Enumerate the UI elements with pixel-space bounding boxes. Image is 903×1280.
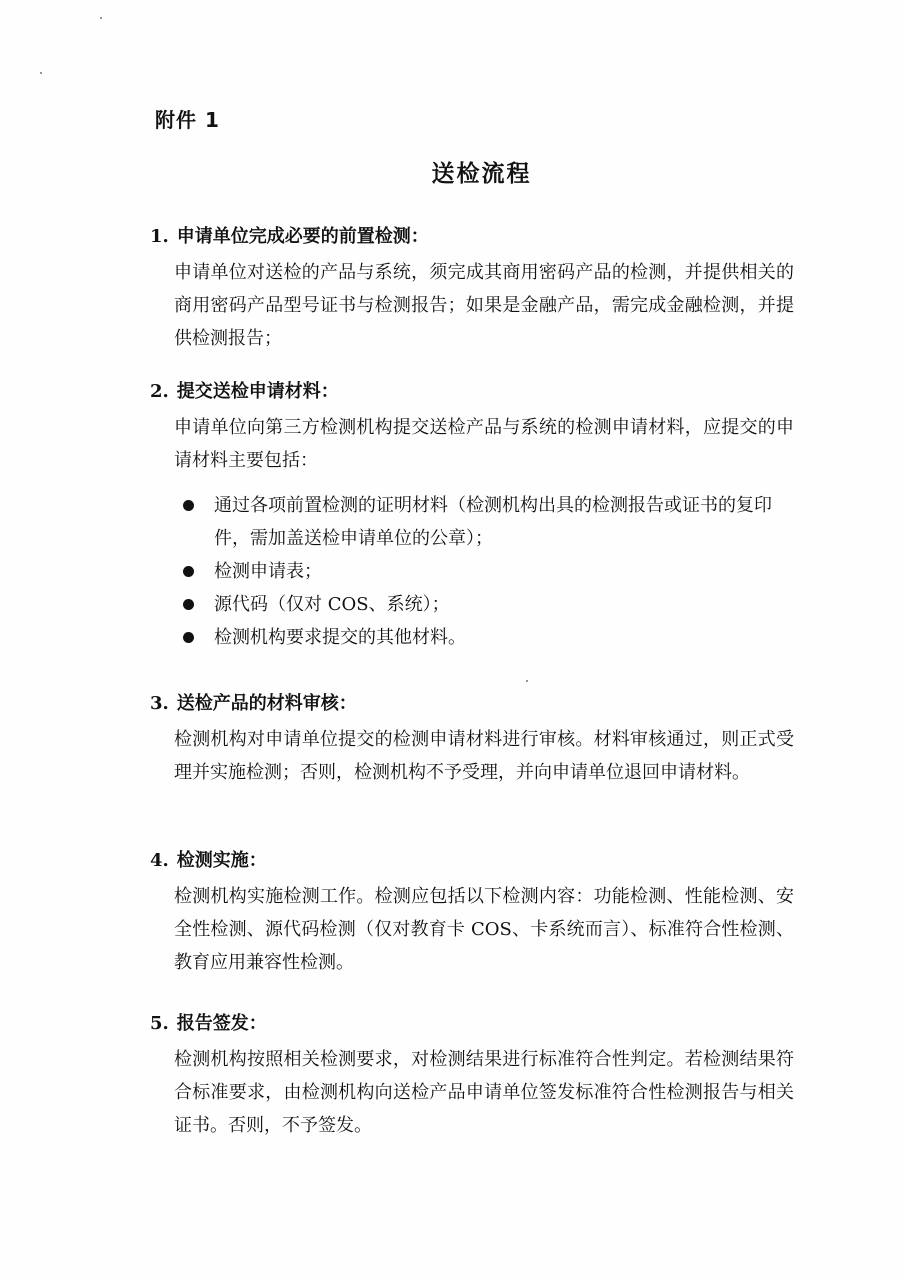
section-heading-text: 报告签发： [176, 1013, 267, 1034]
section-4-paragraph: 检测机构实施检测工作。检测应包括以下检测内容：功能检测、性能检测、安全性检测、源代码检测（仅对教育卡 COS、卡系统而言）、标准符合性检测、教育应用兼容性检测。 [174, 886, 794, 973]
scan-speck [526, 680, 528, 682]
section-3-heading [150, 689, 357, 715]
bullet-dot-icon [183, 599, 194, 610]
list-item: 源代码（仅对 COS、系统）； [178, 588, 798, 621]
section-2-paragraph: 申请单位向第三方检测机构提交送检产品与系统的检测申请材料，应提交的申请材料主要包括： [174, 417, 794, 471]
section-number: 4. [150, 850, 169, 871]
requirements-list [178, 489, 798, 654]
section-number: 3. [150, 693, 169, 714]
bullet-dot-icon [183, 500, 194, 511]
section-2-heading [150, 377, 339, 403]
list-item: 检测机构要求提交的其他材料。 [178, 621, 798, 654]
section-heading-text: 申请单位完成必要的前置检测： [176, 226, 429, 247]
section-5-heading [150, 1009, 267, 1035]
document-title: 送检流程 [431, 161, 532, 187]
section-5-paragraph: 检测机构按照相关检测要求，对检测结果进行标准符合性判定。若检测结果符合标准要求，由检测机构向送检产品申请单位签发标准符合性检测报告与相关证书。否则，不予签发。 [174, 1049, 794, 1136]
section-number: 1. [150, 226, 169, 247]
section-1-paragraph: 申请单位对送检的产品与系统，须完成其商用密码产品的检测，并提供相关的商用密码产品型号证书与检测报告；如果是金融产品，需完成金融检测，并提供检测报告； [174, 262, 794, 349]
scan-speck [40, 72, 42, 74]
bullet-dot-icon [183, 566, 194, 577]
section-number: 2. [150, 381, 169, 402]
section-heading-text: 检测实施： [176, 850, 267, 871]
section-4-heading [150, 846, 267, 872]
list-item: 检测申请表； [178, 555, 798, 588]
attachment-label: 附件 1 [155, 108, 220, 132]
section-3-paragraph: 检测机构对申请单位提交的检测申请材料进行审核。材料审核通过，则正式受理并实施检测；否则，检测机构不予受理，并向申请单位退回申请材料。 [174, 729, 794, 783]
section-1-heading [150, 222, 429, 248]
bullet-dot-icon [183, 632, 194, 643]
section-number: 5. [150, 1013, 169, 1034]
section-heading-text: 送检产品的材料审核： [176, 693, 357, 714]
section-heading-text: 提交送检申请材料： [176, 381, 339, 402]
scan-speck [100, 17, 102, 19]
list-item: 通过各项前置检测的证明材料（检测机构出具的检测报告或证书的复印件，需加盖送检申请单位的公章）； [178, 489, 798, 555]
